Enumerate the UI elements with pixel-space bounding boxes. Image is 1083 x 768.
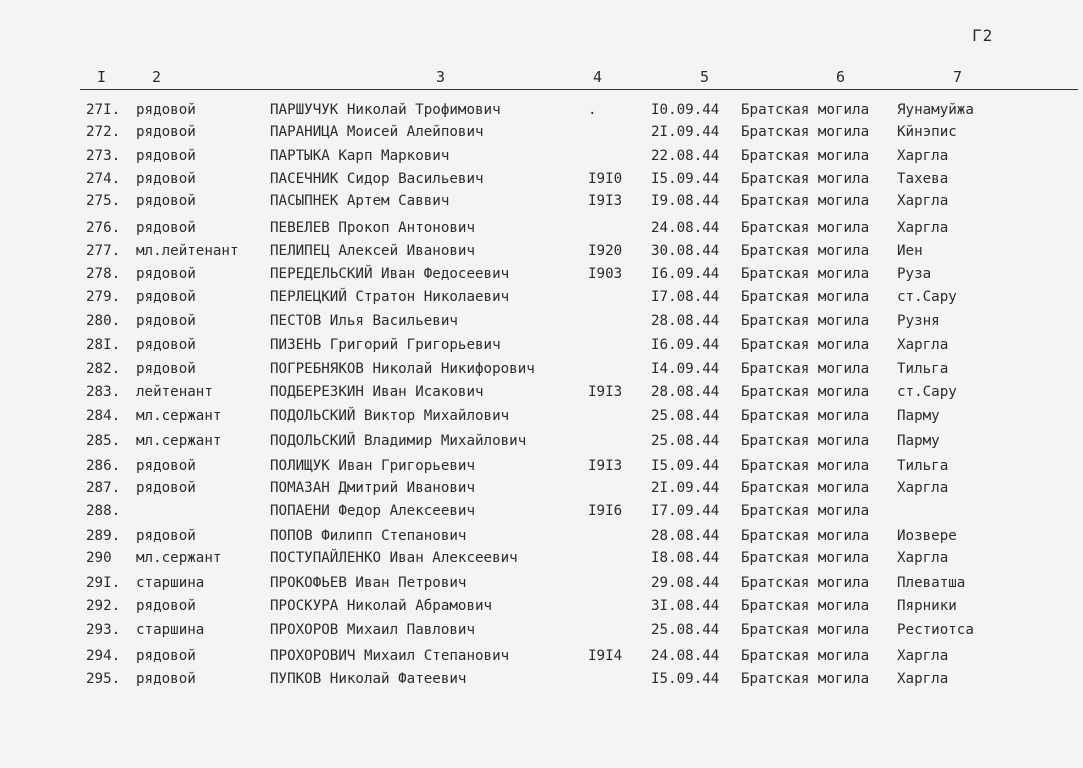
record-number: 27I. [86, 102, 121, 118]
full-name: ПРОСКУРА Николай Абрамович [270, 598, 493, 614]
full-name: ПОДОЛЬСКИЙ Владимир Михайлович [270, 433, 527, 449]
burial-type: Братская могила [741, 622, 870, 638]
burial-type: Братская могила [741, 337, 870, 353]
rank: рядовой [136, 102, 196, 118]
death-date: 3I.08.44 [651, 598, 720, 614]
burial-place: Кйнэпис [897, 124, 957, 140]
rank: мл.сержант [136, 408, 222, 424]
record-row [0, 550, 1083, 570]
record-number: 274. [86, 171, 121, 187]
burial-place: Пярники [897, 598, 957, 614]
death-date: I7.08.44 [651, 289, 720, 305]
record-row [0, 102, 1083, 122]
record-number: 293. [86, 622, 121, 638]
burial-type: Братская могила [741, 480, 870, 496]
burial-place: Харгла [897, 550, 949, 566]
record-row [0, 598, 1083, 618]
column-header-row [0, 68, 1083, 88]
burial-place: Яунамуйжа [897, 102, 974, 118]
death-date: I6.09.44 [651, 337, 720, 353]
full-name: ПРОКОФЬЕВ Иван Петрович [270, 575, 467, 591]
rank: старшина [136, 622, 205, 638]
rank: мл.сержант [136, 550, 222, 566]
burial-place: ст.Сару [897, 384, 957, 400]
birth-year: I9I0 [588, 171, 623, 187]
column-header-6: 6 [836, 68, 846, 86]
burial-place: Иозвере [897, 528, 957, 544]
record-row [0, 575, 1083, 595]
record-row [0, 124, 1083, 144]
death-date: I4.09.44 [651, 361, 720, 377]
death-date: 2I.09.44 [651, 124, 720, 140]
burial-type: Братская могила [741, 266, 870, 282]
burial-type: Братская могила [741, 102, 870, 118]
death-date: 30.08.44 [651, 243, 720, 259]
burial-place: Пармy [897, 433, 940, 449]
full-name: ПАСЫПНЕК Артем Саввич [270, 193, 450, 209]
record-row [0, 193, 1083, 213]
birth-year: I9I3 [588, 193, 623, 209]
rank: рядовой [136, 671, 196, 687]
burial-place: Тахева [897, 171, 949, 187]
rank: рядовой [136, 337, 196, 353]
record-number: 283. [86, 384, 121, 400]
record-number: 284. [86, 408, 121, 424]
record-number: 280. [86, 313, 121, 329]
full-name: ПРОХОРОВ Михаил Павлович [270, 622, 475, 638]
rank: лейтенант [136, 384, 213, 400]
record-row [0, 243, 1083, 263]
burial-type: Братская могила [741, 148, 870, 164]
full-name: ПЕВЕЛЕВ Прокоп Антонович [270, 220, 475, 236]
record-number: 290 [86, 550, 112, 566]
burial-type: Братская могила [741, 458, 870, 474]
rank: мл.сержант [136, 433, 222, 449]
death-date: I9.08.44 [651, 193, 720, 209]
full-name: ПОЛИЩУК Иван Григорьевич [270, 458, 475, 474]
record-row [0, 648, 1083, 668]
record-number: 275. [86, 193, 121, 209]
record-row [0, 408, 1083, 428]
record-row [0, 622, 1083, 642]
full-name: ПАСЕЧНИК Сидор Васильевич [270, 171, 484, 187]
burial-place: Харгла [897, 337, 949, 353]
death-date: 29.08.44 [651, 575, 720, 591]
record-number: 282. [86, 361, 121, 377]
death-date: 22.08.44 [651, 148, 720, 164]
record-row [0, 266, 1083, 286]
record-number: 294. [86, 648, 121, 664]
burial-place: Рузня [897, 313, 940, 329]
death-date: 24.08.44 [651, 220, 720, 236]
rank: рядовой [136, 193, 196, 209]
birth-year: I9I3 [588, 384, 623, 400]
birth-year: I920 [588, 243, 623, 259]
rank: рядовой [136, 648, 196, 664]
burial-type: Братская могила [741, 408, 870, 424]
record-number: 28I. [86, 337, 121, 353]
burial-place: Харгла [897, 193, 949, 209]
column-header-5: 5 [700, 68, 710, 86]
birth-year: I9I4 [588, 648, 623, 664]
burial-place: Иен [897, 243, 923, 259]
burial-type: Братская могила [741, 575, 870, 591]
record-row [0, 220, 1083, 240]
full-name: ПУПКОВ Николай Фатеевич [270, 671, 467, 687]
record-number: 289. [86, 528, 121, 544]
full-name: ПОДБЕРЕЗКИН Иван Исакович [270, 384, 484, 400]
full-name: ПИЗЕНЬ Григорий Григорьевич [270, 337, 501, 353]
record-row [0, 171, 1083, 191]
full-name: ПАРАНИЦА Моисей Алейпович [270, 124, 484, 140]
column-header-2: 2 [152, 68, 162, 86]
burial-type: Братская могила [741, 220, 870, 236]
burial-place: Руза [897, 266, 932, 282]
full-name: ПОГРЕБНЯКОВ Николай Никифорович [270, 361, 535, 377]
death-date: 28.08.44 [651, 384, 720, 400]
record-row [0, 361, 1083, 381]
record-number: 272. [86, 124, 121, 140]
birth-year: . [588, 102, 597, 118]
burial-place: Пармy [897, 408, 940, 424]
full-name: ПОПАЕНИ Федор Алексеевич [270, 503, 475, 519]
burial-place: Тильга [897, 458, 949, 474]
full-name: ПАРТЫКА Карп Маркович [270, 148, 450, 164]
burial-type: Братская могила [741, 598, 870, 614]
full-name: ПЕРЕДЕЛЬСКИЙ Иван Федосеевич [270, 266, 510, 282]
column-header-3: 3 [436, 68, 446, 86]
rank: старшина [136, 575, 205, 591]
death-date: 25.08.44 [651, 622, 720, 638]
death-date: I8.08.44 [651, 550, 720, 566]
record-number: 295. [86, 671, 121, 687]
rank: рядовой [136, 266, 196, 282]
burial-place: Харгла [897, 480, 949, 496]
death-date: I5.09.44 [651, 171, 720, 187]
full-name: ПЕЛИПЕЦ Алексей Иванович [270, 243, 475, 259]
page-number: Г2 [972, 26, 994, 45]
death-date: I5.09.44 [651, 671, 720, 687]
rank: рядовой [136, 171, 196, 187]
record-number: 287. [86, 480, 121, 496]
record-number: 278. [86, 266, 121, 282]
full-name: ПОСТУПАЙЛЕНКО Иван Алексеевич [270, 550, 518, 566]
burial-type: Братская могила [741, 193, 870, 209]
record-row [0, 337, 1083, 357]
burial-place: Харгла [897, 648, 949, 664]
birth-year: I9I6 [588, 503, 623, 519]
rank: рядовой [136, 124, 196, 140]
burial-place: Тильга [897, 361, 949, 377]
rank: рядовой [136, 148, 196, 164]
burial-type: Братская могила [741, 384, 870, 400]
burial-type: Братская могила [741, 124, 870, 140]
full-name: ПЕСТОВ Илья Васильевич [270, 313, 458, 329]
birth-year: I903 [588, 266, 623, 282]
burial-type: Братская могила [741, 503, 870, 519]
column-header-7: 7 [953, 68, 963, 86]
record-row [0, 313, 1083, 333]
record-row [0, 480, 1083, 500]
record-row [0, 503, 1083, 523]
death-date: 28.08.44 [651, 313, 720, 329]
record-number: 288. [86, 503, 121, 519]
burial-type: Братская могила [741, 528, 870, 544]
burial-type: Братская могила [741, 550, 870, 566]
record-row [0, 148, 1083, 168]
rank: рядовой [136, 289, 196, 305]
header-rule [80, 89, 1078, 90]
record-number: 273. [86, 148, 121, 164]
burial-place: Плеватша [897, 575, 966, 591]
full-name: ПЕРЛЕЦКИЙ Стратон Николаевич [270, 289, 510, 305]
burial-type: Братская могила [741, 313, 870, 329]
full-name: ПОМАЗАН Дмитрий Иванович [270, 480, 475, 496]
rank: рядовой [136, 361, 196, 377]
record-number: 285. [86, 433, 121, 449]
burial-type: Братская могила [741, 289, 870, 305]
record-number: 292. [86, 598, 121, 614]
record-number: 279. [86, 289, 121, 305]
rank: рядовой [136, 480, 196, 496]
full-name: ПАРШУЧУК Николай Трофимович [270, 102, 501, 118]
record-row [0, 458, 1083, 478]
full-name: ПРОХОРОВИЧ Михаил Степанович [270, 648, 510, 664]
burial-place: Рестиотса [897, 622, 974, 638]
rank: рядовой [136, 313, 196, 329]
full-name: ПОДОЛЬСКИЙ Виктор Михайлович [270, 408, 510, 424]
record-number: 29I. [86, 575, 121, 591]
death-date: 25.08.44 [651, 433, 720, 449]
rank: рядовой [136, 458, 196, 474]
rank: рядовой [136, 220, 196, 236]
death-date: I5.09.44 [651, 458, 720, 474]
burial-type: Братская могила [741, 671, 870, 687]
death-date: 28.08.44 [651, 528, 720, 544]
death-date: I0.09.44 [651, 102, 720, 118]
death-date: 25.08.44 [651, 408, 720, 424]
burial-place: ст.Сару [897, 289, 957, 305]
burial-place: Харгла [897, 220, 949, 236]
burial-type: Братская могила [741, 433, 870, 449]
death-date: 24.08.44 [651, 648, 720, 664]
death-date: I7.09.44 [651, 503, 720, 519]
burial-type: Братская могила [741, 361, 870, 377]
column-header-4: 4 [593, 68, 603, 86]
burial-type: Братская могила [741, 243, 870, 259]
record-row [0, 289, 1083, 309]
burial-type: Братская могила [741, 171, 870, 187]
record-number: 276. [86, 220, 121, 236]
record-row [0, 433, 1083, 453]
burial-type: Братская могила [741, 648, 870, 664]
record-number: 277. [86, 243, 121, 259]
burial-place: Харгла [897, 148, 949, 164]
column-header-1: I [97, 68, 107, 86]
death-date: I6.09.44 [651, 266, 720, 282]
rank: мл.лейтенант [136, 243, 239, 259]
record-number: 286. [86, 458, 121, 474]
birth-year: I9I3 [588, 458, 623, 474]
burial-place: Харгла [897, 671, 949, 687]
rank: рядовой [136, 528, 196, 544]
rank: рядовой [136, 598, 196, 614]
record-row [0, 671, 1083, 691]
record-row [0, 384, 1083, 404]
death-date: 2I.09.44 [651, 480, 720, 496]
full-name: ПОПОВ Филипп Степанович [270, 528, 467, 544]
record-row [0, 528, 1083, 548]
